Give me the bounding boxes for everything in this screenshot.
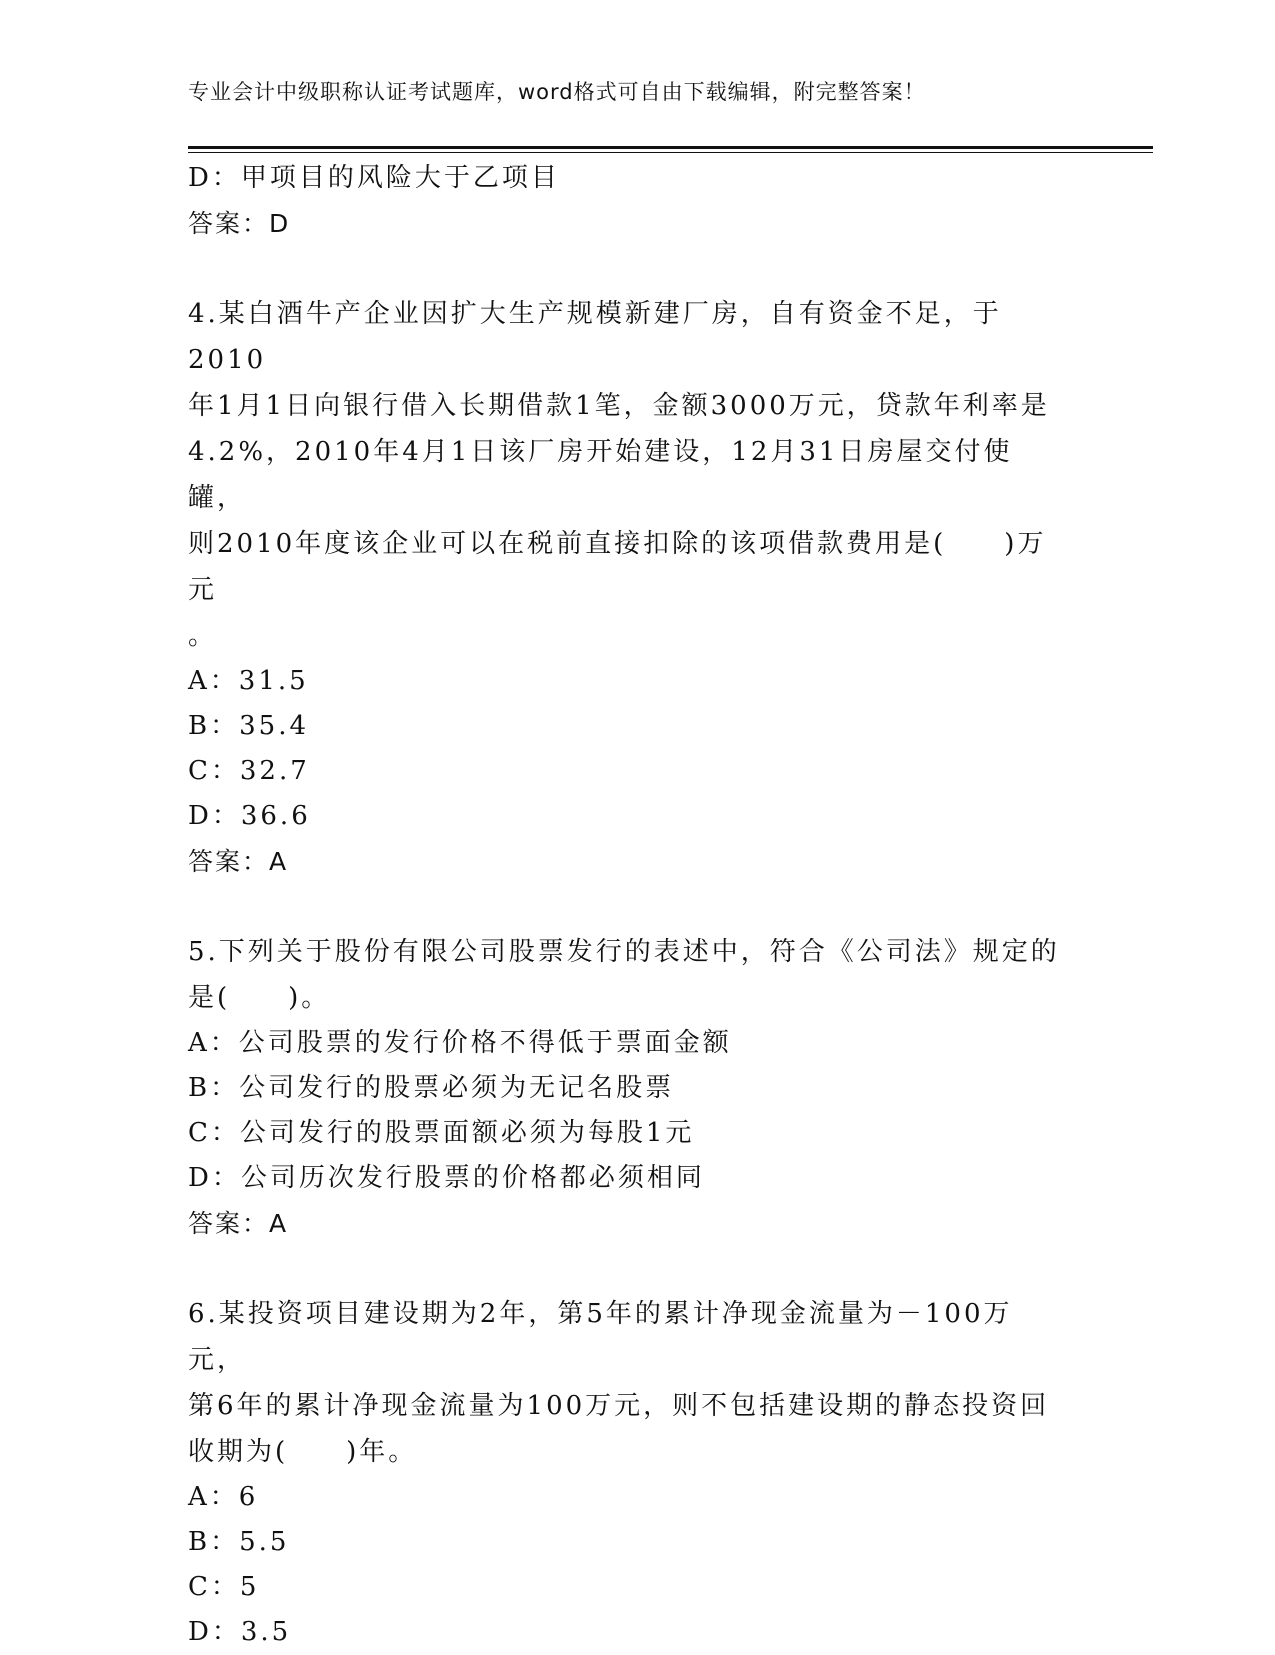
option-d: D：公司历次发行股票的价格都必须相同: [188, 1163, 705, 1193]
question-stem: [188, 929, 1068, 1021]
option-b: B：公司发行的股票必须为无记名股票: [188, 1073, 675, 1103]
stem-line: 收期为( )年。: [188, 1437, 418, 1467]
option-d: D：36.6: [188, 801, 311, 831]
option-b: B：35.4: [188, 711, 309, 741]
option-a: A：公司股票的发行价格不得低于票面金额: [188, 1028, 732, 1058]
answer: 答案：A: [188, 1209, 289, 1238]
option-d: D：3.5: [188, 1617, 292, 1647]
question-4: [188, 291, 1088, 884]
stem-line: 6.某投资项目建设期为2年，第5年的累计净现金流量为－100万元，: [188, 1299, 1013, 1375]
header-rule-thin: [188, 152, 1153, 153]
spacer: [188, 1246, 1088, 1291]
question-stem: [188, 1291, 1068, 1475]
answer: 答案：D: [188, 209, 291, 238]
answer: 答案：A: [188, 847, 289, 876]
stem-line: 4.某白酒牛产企业因扩大生产规模新建厂房，自有资金不足，于2010: [188, 299, 1002, 375]
stem-line: 年1月1日向银行借入长期借款1笔，金额3000万元，贷款年利率是: [188, 391, 1050, 421]
spacer: [188, 246, 1088, 291]
question-list: [188, 156, 1088, 1655]
option-a: A：31.5: [188, 666, 309, 696]
option-b: B：5.5: [188, 1527, 290, 1557]
stem-line: 则2010年度该企业可以在税前直接扣除的该项借款费用是( )万元: [188, 529, 1047, 605]
page-header: 专业会计中级职称认证考试题库，word格式可自由下载编辑，附完整答案！: [188, 80, 926, 104]
option-d: D：甲项目的风险大于乙项目: [188, 163, 560, 193]
header-rule-thick: [188, 146, 1153, 149]
option-c: C：5: [188, 1572, 260, 1602]
stem-line: 第6年的累计净现金流量为100万元，则不包括建设期的静态投资回: [188, 1391, 1050, 1421]
stem-line: 。: [188, 621, 218, 651]
question-3-tail: [188, 156, 1088, 246]
question-5: [188, 929, 1088, 1246]
stem-line: 5.下列关于股份有限公司股票发行的表述中，符合《公司法》规定的: [188, 937, 1060, 967]
spacer: [188, 884, 1088, 929]
option-c: C：32.7: [188, 756, 310, 786]
question-6: [188, 1291, 1088, 1655]
option-c: C：公司发行的股票面额必须为每股1元: [188, 1118, 695, 1148]
stem-line: 4.2%，2010年4月1日该厂房开始建设，12月31日房屋交付使罐，: [188, 437, 1013, 513]
option-a: A：6: [188, 1482, 259, 1512]
stem-line: 是( )。: [188, 983, 331, 1013]
question-stem: [188, 291, 1068, 659]
